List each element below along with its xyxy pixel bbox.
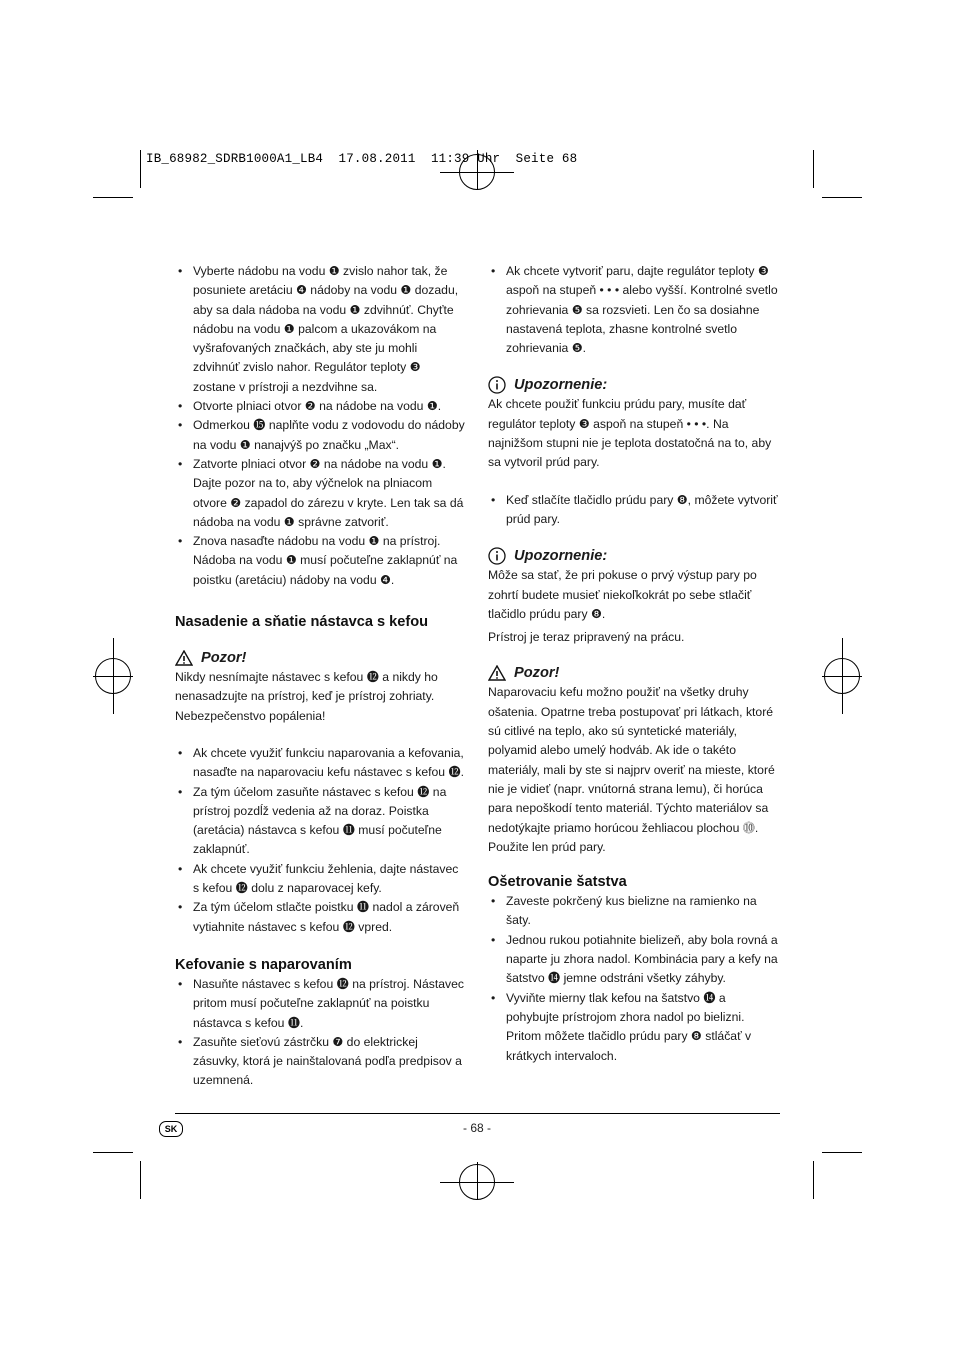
- info-icon: [488, 547, 506, 565]
- note-title: [488, 375, 780, 395]
- warning-title: [488, 663, 780, 683]
- registration-mark: [95, 658, 131, 694]
- list-item: • Znova nasaďte nádobu na vodu ❶ na prístroj. Nádoba na vodu ❶ musí počuteľne zaklapnúť na poistku (aretáciu) nádoby na vodu ❹.: [175, 532, 465, 590]
- crop-mark: [822, 1152, 862, 1153]
- list-item: • Ak chcete využiť funkciu žehlenia, dajte nástavec s kefou ⓬ dolu z naparovacej kefy.: [175, 860, 465, 899]
- footer-divider: [175, 1113, 780, 1114]
- crop-mark: [813, 1161, 814, 1199]
- section-heading-brush-attachment: Nasadenie a sňatie nástavca s kefou: [175, 614, 429, 631]
- list-item: • Otvorte plniaci otvor ❷ na nádobe na vodu ❶.: [175, 397, 465, 416]
- clothing-care-list: [488, 892, 780, 1066]
- list-item: • Vyberte nádobu na vodu ❶ zvislo nahor tak, že posuniete aretáciu ❹ nádoby na vodu ❶ dozadu, aby sa dala nádoba na vodu ❶ zdvihnúť. Chyťte nádobu na vodu ❶ palcom a ukazovákom na vyšrafovaných značkách, aby ste ju mohli zdvihnúť zvislo nahor. Regulátor teploty ❸ zostane v prístroji a nezdvihne sa.: [175, 262, 465, 397]
- intro-list: [175, 262, 465, 590]
- brush-attachment-list: [175, 744, 465, 937]
- list-item: • Ak chcete využiť funkciu naparovania a kefovania, nasaďte na naparovaciu kefu nástavec s kefou ⓬.: [175, 744, 465, 783]
- warning-icon: [175, 650, 193, 666]
- list-item: • Za tým účelom zasuňte nástavec s kefou ⓬ na prístroj pozdĺž vedenia až na doraz. Poistka (aretácia) nástavca s kefou ⓫ musí počuteľne zaklapnúť.: [175, 783, 465, 860]
- list-item: • Zasuňte sieťovú zástrčku ❼ do elektrickej zásuvky, ktorá je nainštalovaná podľa predpisov a uzemnená.: [175, 1033, 465, 1091]
- language-badge: SK: [159, 1121, 183, 1137]
- info-icon: [488, 376, 506, 394]
- list-item: • Odmerkou ⓯ naplňte vodu z vodovodu do nádoby na vodu ❶ nanajvýš po značku „Max“.: [175, 416, 465, 455]
- warning-text: Nikdy nesnímajte nástavec s kefou ⓬ a nikdy ho nenasadzujte na prístroj, keď je prístroj zohriaty. Nebezpečenstvo popálenia!: [175, 670, 438, 723]
- crop-mark: [822, 197, 862, 198]
- warning-icon: [488, 665, 506, 681]
- crop-mark: [93, 1152, 133, 1153]
- note-title: [488, 546, 780, 566]
- list-item: • Vyviňte mierny tlak kefou na šatstvo ⓮ a pohybujte prístrojom zhora nadol po bielizni. Pritom môžete tlačidlo prúdu pary ❽ stláčať v krátkych intervaloch.: [488, 989, 780, 1066]
- list-item: • Zatvorte plniaci otvor ❷ na nádobe na vodu ❶. Dajte pozor na to, aby výčnelok na plniacom otvore ❷ zapadol do zárezu v kryte. Len tak sa dá nádoba na vodu ❶ správne zatvoriť.: [175, 455, 465, 532]
- note-title-text: Upozornenie:: [514, 377, 608, 394]
- warning-title-text: Pozor!: [514, 665, 560, 682]
- registration-mark: [824, 658, 860, 694]
- steam-list: [488, 262, 780, 358]
- ready-text: Prístroj je teraz pripravený na prácu.: [488, 630, 685, 645]
- steam-brushing-list: [175, 975, 465, 1091]
- section-heading-clothing-care: Ošetrovanie šatstva: [488, 874, 627, 891]
- page-number: - 68 -: [462, 1121, 491, 1135]
- warning-text: Naparovaciu kefu možno použiť na všetky druhy ošatenia. Opatrne treba postupovať pri látkach, ktoré sú citlivé na teplo, ako sú syntetické materiály, polyamid alebo umelý hodváb. Ak ide o takéto materiály, mali by ste si najprv overiť na mieste, ktoré nie je vidieť (napr. vnútorná strana lemu), či horúca para nepoškodí tento materiál. Týchto materiálov sa nedotýkajte priamo horúcou žehliacou plochou ⓾. Použite len prúd pary.: [488, 685, 775, 854]
- list-item: • Nasuňte nástavec s kefou ⓬ na prístroj. Nástavec pritom musí počuteľne zaklapnúť na poistku nástavca s kefou ⓫.: [175, 975, 465, 1033]
- list-item: • Za tým účelom stlačte poistku ⓫ nadol a zároveň vytiahnite nástavec s kefou ⓬ vpred.: [175, 898, 465, 937]
- print-slug: IB_68982_SDRB1000A1_LB4 17.08.2011 11:39 Uhr Seite 68: [146, 152, 578, 166]
- registration-mark: [459, 1164, 495, 1200]
- list-item: • Ak chcete vytvoriť paru, dajte regulátor teploty ❸ aspoň na stupeň • • • alebo vyšší. Kontrolné svetlo zohrievania ❺ sa rozsvieti. Len čo sa dosiahne nastavená teplota, zhasne kontrolné svetlo zohrievania ❺.: [488, 262, 780, 358]
- warning-title-text: Pozor!: [201, 650, 247, 667]
- note-text: Ak chcete použiť funkciu prúdu pary, musíte dať regulátor teploty ❸ aspoň na stupeň • • •. Na najnižšom stupni nie je teplota dostatočná na to, aby sa vytvoril prúd pary.: [488, 397, 772, 470]
- warning-title: [175, 648, 465, 668]
- section-heading-steam-brushing: Kefovanie s naparovaním: [175, 956, 352, 973]
- note-text: Môže sa stať, že pri pokuse o prvý výstup pary po zohrtí budete musieť niekoľkokrát po sebe stlačiť tlačidlo prúdu pary ❽.: [488, 568, 757, 621]
- list-item: • Zaveste pokrčený kus bielizne na ramienko na šaty.: [488, 892, 780, 931]
- crop-mark: [813, 150, 814, 188]
- crop-mark: [93, 197, 133, 198]
- right-column: [488, 262, 780, 1066]
- left-column: [175, 262, 465, 1091]
- steam-jet-list: [488, 491, 780, 530]
- list-item: • Keď stlačíte tlačidlo prúdu pary ❽, môžete vytvoriť prúd pary.: [488, 491, 780, 530]
- note-title-text: Upozornenie:: [514, 548, 608, 565]
- crop-mark: [140, 1161, 141, 1199]
- list-item: • Jednou rukou potiahnite bielizeň, aby bola rovná a naparte ju zhora nadol. Kombinácia pary a kefy na šatstvo ⓮ jemne odstráni všetky záhyby.: [488, 931, 780, 989]
- crop-mark: [140, 150, 141, 188]
